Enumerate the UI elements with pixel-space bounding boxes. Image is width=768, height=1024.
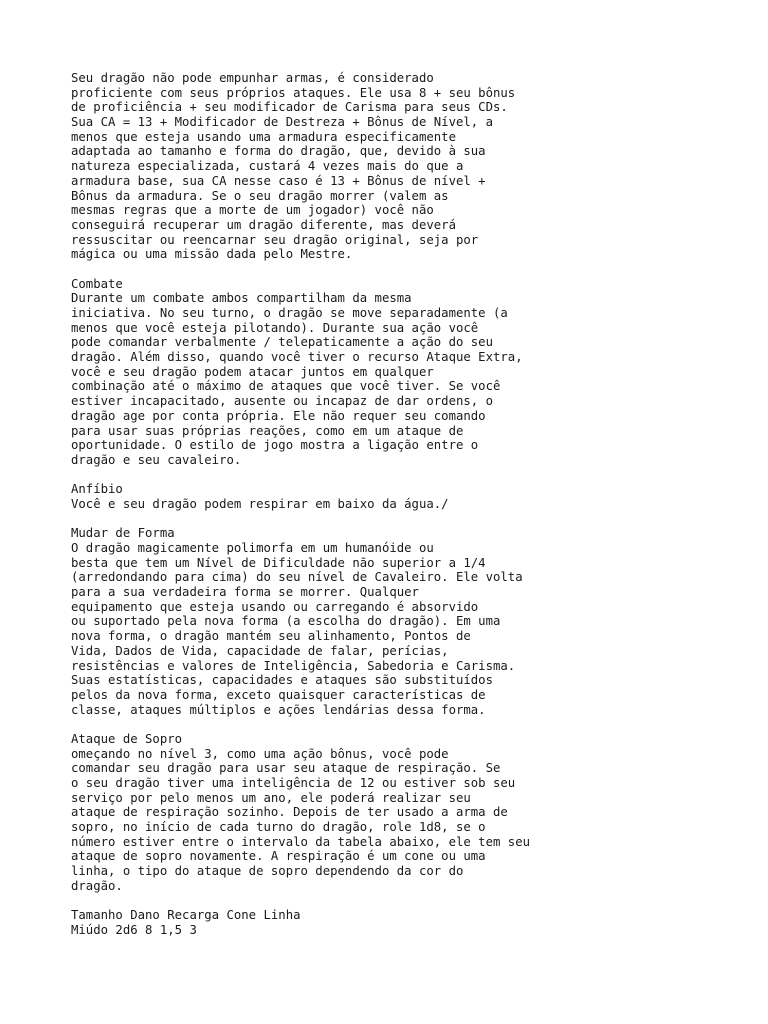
text-line: armadura base, sua CA nesse caso é 13 + Bônus de nível + [71,173,486,188]
text-line: adaptada ao tamanho e forma do dragão, que, devido à sua [71,144,486,159]
text-line: menos que você esteja pilotando). Durante sua ação você [71,320,479,335]
text-line: resistências e valores de Inteligência, Sabedoria e Carisma. [71,658,516,673]
section-mudar-de-forma [71,526,751,717]
text-line: de proficiência + seu modificador de Carisma para seus CDs. [71,100,508,115]
section-heading: Mudar de Forma [71,526,175,541]
text-line: ataque de respiração sozinho. Depois de ter usado a arma de [71,805,508,820]
text-line: mesmas regras que a morte de um jogador) você não [71,203,434,218]
text-line: para usar suas próprias reações, como em um ataque de [71,423,464,438]
table-row: Miúdo 2d6 8 1,5 3 [71,922,197,937]
table-header-row: Tamanho Dano Recarga Cone Linha [71,908,301,923]
text-line: Durante um combate ambos compartilham da mesma [71,291,412,306]
text-line: (arredondando para cima) do seu nível de Cavaleiro. Ele volta [71,570,523,585]
text-line: classe, ataques múltiplos e ações lendárias dessa forma. [71,702,486,717]
text-line: Sua CA = 13 + Modificador de Destreza + Bônus de Nível, a [71,115,493,130]
text-line: omeçando no nível 3, como uma ação bônus, você pode [71,746,449,761]
text-line: linha, o tipo do ataque de sopro dependendo da cor do [71,864,464,879]
text-line: conseguirá recuperar um dragão diferente, mas deverá [71,217,456,232]
paragraph-dragon-rules [71,71,751,262]
text-line: sopro, no início de cada turno do dragão, role 1d8, se o [71,820,486,835]
text-line: você e seu dragão podem atacar juntos em qualquer [71,364,434,379]
text-line: nova forma, o dragão mantém seu alinhamento, Pontos de [71,629,471,644]
text-line: ataque de sopro novamente. A respiração é um cone ou uma [71,849,486,864]
text-line: Suas estatísticas, capacidades e ataques são substituídos [71,673,493,688]
section-combate [71,277,751,468]
section-anfibio [71,482,751,511]
text-line: mágica ou uma missão dada pelo Mestre. [71,247,353,262]
text-line: proficiente com seus próprios ataques. Ele usa 8 + seu bônus [71,85,516,100]
section-ataque-de-sopro [71,732,751,894]
text-line: natureza especializada, custará 4 vezes mais do que a [71,159,464,174]
text-line: ou suportado pela nova forma (a escolha do dragão). Em uma [71,614,501,629]
text-line: equipamento que esteja usando ou carregando é absorvido [71,599,479,614]
text-line: serviço por pelo menos um ano, ele poderá realizar seu [71,790,471,805]
text-line: besta que tem um Nível de Dificuldade não superior a 1/4 [71,555,486,570]
text-line: dragão. [71,878,123,893]
text-line: pode comandar verbalmente / telepaticamente a ação do seu [71,335,493,350]
text-line: dragão age por conta própria. Ele não requer seu comando [71,408,486,423]
text-line: pelos da nova forma, exceto quaisquer características de [71,687,486,702]
section-heading: Combate [71,276,123,291]
text-line: o seu dragão tiver uma inteligência de 12 ou estiver sob seu [71,776,516,790]
text-line: comandar seu dragão para usar seu ataque de respiração. Se [71,761,501,776]
text-line: oportunidade. O estilo de jogo mostra a ligação entre o [71,438,479,453]
text-line: ressuscitar ou reencarnar seu dragão original, seja por [71,232,479,247]
text-line: dragão e seu cavaleiro. [71,452,242,467]
section-heading: Anfíbio [71,482,123,497]
document-page [71,71,751,952]
section-heading: Ataque de Sopro [71,731,183,746]
text-line: Vida, Dados de Vida, capacidade de falar, perícias, [71,643,449,658]
text-line: Bônus da armadura. Se o seu dragão morrer (valem as [71,188,449,203]
text-line: para a sua verdadeira forma se morrer. Qualquer [71,585,419,600]
text-line: menos que esteja usando uma armadura especificamente [71,129,456,144]
text-line: Você e seu dragão podem respirar em baixo da água./ [71,496,449,511]
breath-table [71,908,751,937]
text-line: dragão. Além disso, quando você tiver o recurso Ataque Extra, [71,350,523,365]
text-line: número estiver entre o intervalo da tabela abaixo, ele tem seu [71,834,531,849]
text-line: combinação até o máximo de ataques que você tiver. Se você [71,379,501,394]
text-line: O dragão magicamente polimorfa em um humanóide ou [71,541,434,555]
text-line: iniciativa. No seu turno, o dragão se move separadamente (a [71,306,508,320]
text-line: estiver incapacitado, ausente ou incapaz de dar ordens, o [71,394,493,409]
text-line: Seu dragão não pode empunhar armas, é considerado [71,71,434,85]
